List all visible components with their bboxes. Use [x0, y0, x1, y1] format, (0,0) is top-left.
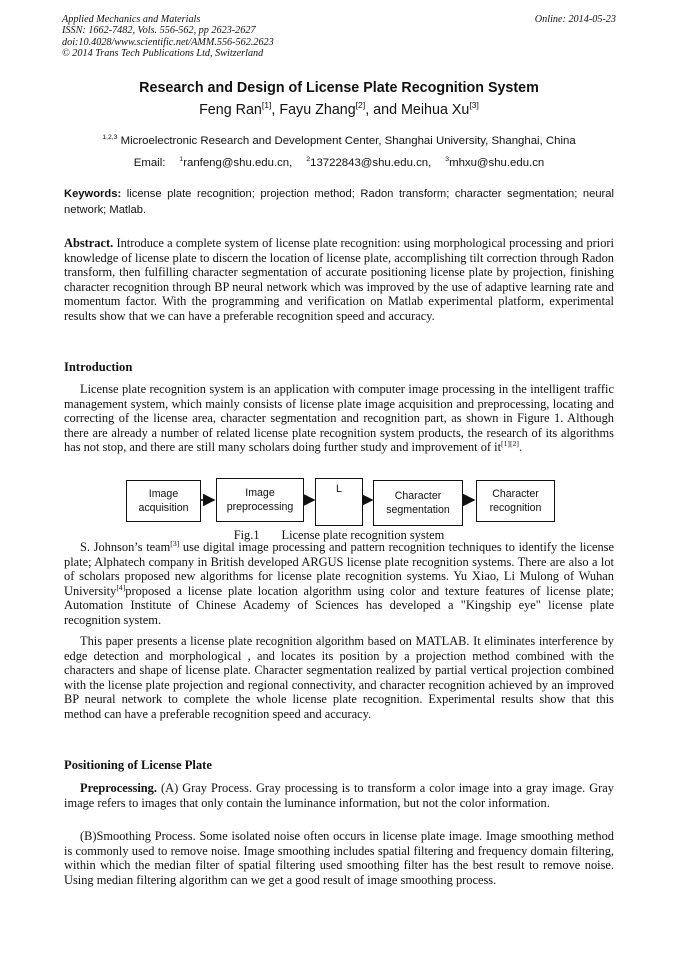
intro-paragraph-2	[64, 540, 614, 628]
copyright-line: © 2014 Trans Tech Publications Ltd, Switzerland	[62, 48, 264, 60]
figure-number: Fig.1	[233, 528, 260, 542]
journal-name: Applied Mechanics and Materials	[62, 14, 201, 25]
citation[interactable]: [3]	[170, 538, 180, 548]
flow-box-acquisition	[126, 480, 201, 522]
email-mark: 3	[445, 156, 450, 164]
preprocessing-text: (A) Gray Process. Gray processing is to transform a color image into a gray image. Gray image refers to images that only contain the luminance information, but not the color information.	[64, 781, 614, 810]
box-label: recognition	[489, 502, 542, 514]
email-label: Email:	[133, 157, 166, 169]
flow-box-locating	[315, 478, 363, 526]
intro-text: S. Johnson’s team	[80, 540, 171, 554]
author-name: Feng Ran	[199, 102, 262, 118]
intro-text: use digital image processing and pattern recognition techniques to identify the license plate; Alphatech company in British developed ARGUS license plate recognition systems. There are also a lot of scholars proposed new algorithms for license plate recognition systems. Yu Xiao, Li Mulong of Wuhan University	[64, 540, 614, 598]
box-label: Image	[245, 487, 275, 499]
affiliation-text: Microelectronic Research and Development Center, Shanghai University, Shanghai, China	[120, 135, 576, 147]
paper-title: Research and Design of License Plate Recognition System	[139, 80, 539, 96]
online-date: Online: 2014-05-23	[534, 14, 616, 25]
email-address[interactable]: 13722843@shu.edu.cn,	[310, 157, 432, 169]
abstract	[64, 236, 614, 324]
box-label: preprocessing	[226, 501, 294, 513]
intro-text-end: .	[518, 440, 523, 455]
intro-text: proposed a license plate location algorithm using color and texture features of license plate; Automation Institute of Chinese Academy of Sciences has developed a "Kingship eye" license plate recognition system.	[64, 583, 614, 627]
box-label: L	[336, 483, 342, 495]
smoothing-paragraph: (B)Smoothing Process. Some isolated noise often occurs in license plate image. Image smoothing method is commonly used to remove noise. Image smoothing includes spatial filtering and frequency domain filtering, within which the median filter of spatial filtering used smoothing filter has the best result to remove noise. Using median filtering algorithm can we get a good result of image smoothing process.	[64, 829, 614, 887]
email-mark: 1	[179, 156, 184, 164]
box-label: segmentation	[386, 504, 450, 516]
figure-caption-text: License plate recognition system	[281, 528, 445, 542]
section-heading-positioning: Positioning of License Plate	[64, 758, 212, 772]
author-name: Meihua Xu	[401, 102, 470, 118]
author-sep: , and	[365, 102, 401, 118]
keywords	[64, 186, 614, 218]
preprocessing-paragraph	[64, 781, 614, 810]
intro-paragraph-3: This paper presents a license plate recognition algorithm based on MATLAB. It eliminates interference by edge detection and morphological , and locates its position by a projection method combined with the characters and shape of license plate. Character segmentation realized by partial vertical projection combined with the license plate projection and regional connectivity, and character recognition achieved by an improved BP neural network to complete the whole license plate recognition. Experimental results show that this method can have a preferable recognition speed and accuracy.	[64, 634, 614, 721]
email-line	[0, 157, 678, 169]
affiliation-marks: 1,2,3	[102, 134, 118, 142]
citation[interactable]: [4]	[116, 582, 126, 592]
citation[interactable]: [1][2]	[501, 439, 519, 449]
flow-box-preprocessing	[216, 478, 304, 522]
author-name: Fayu Zhang	[279, 102, 356, 118]
doi-line: doi:10.4028/www.scientific.net/AMM.556-562.2623	[62, 36, 274, 48]
email-address[interactable]: ranfeng@shu.edu.cn,	[183, 157, 293, 169]
affiliation	[0, 135, 678, 147]
flow-box-recognition	[476, 480, 555, 522]
box-label: acquisition	[138, 502, 189, 514]
author-list	[0, 102, 678, 118]
box-label: Character	[394, 490, 442, 502]
intro-text: License plate recognition system is an application with computer image processing in the intelligent traffic management system, which mainly consists of license plate image acquisition and preprocessing, locating and correcting of the license area, character segmentation and recognition part, as shown in Figure 1. Although there are already a number of related license plate recognition system products, the research of its algorithms has not stop, and there are still many scholars doing further study and improvement of it	[64, 382, 614, 455]
email-address[interactable]: mhxu@shu.edu.cn	[449, 157, 545, 169]
keywords-label: Keywords:	[64, 188, 122, 200]
preprocessing-label: Preprocessing.	[80, 781, 157, 795]
author-ref: [3]	[469, 100, 479, 111]
author-ref: [1]	[261, 100, 272, 111]
abstract-text: Introduce a complete system of license plate recognition: using morphological processing and priori knowledge of license plate to discern the location of license plate, accomplishing tilt correction through Radon transform, then fulfilling character segmentation of accurate positioning license plate by projection, finishing character recognition through BP neural network which was improved by the use of adaptive learning rate and momentum factor. With the programming and verification on Matlab experimental platform, experimental results show that we can have a preferable recognition speed and accuracy.	[64, 236, 614, 323]
section-heading-introduction: Introduction	[64, 360, 133, 374]
flow-box-segmentation	[373, 480, 463, 526]
issn-line: ISSN: 1662-7482, Vols. 556-562, pp 2623-2627	[62, 25, 256, 37]
author-ref: [2]	[355, 100, 366, 111]
intro-paragraph-1	[64, 382, 614, 455]
box-label: Character	[492, 488, 539, 500]
abstract-label: Abstract.	[64, 236, 114, 250]
email-mark: 2	[306, 156, 311, 164]
author-sep: ,	[271, 102, 280, 118]
keywords-text: license plate recognition; projection method; Radon transform; character segmentation; neural network; Matlab.	[64, 188, 614, 216]
box-label: Image	[148, 488, 179, 500]
